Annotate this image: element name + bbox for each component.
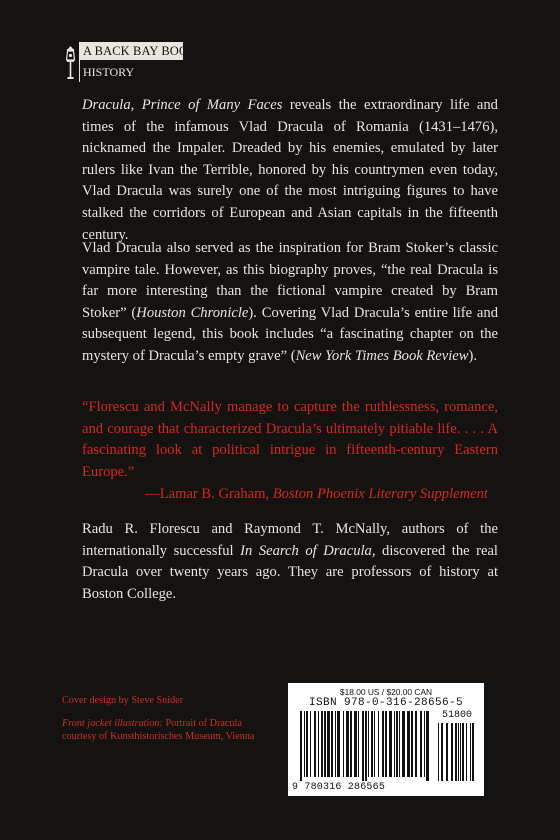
author-bio [82,519,498,605]
review-attribution [82,484,488,504]
review-source: Boston Phoenix Literary Supplement [272,486,488,502]
description-text: Vlad Dracula also served as the inspiration for Bram Stoker’s classic vampire tale. However, as this biography proves, “the real Dracula is far more interesting than the fictional vampire created by Bram Stoker” ( [82,240,498,321]
reviewer-name: —Lamar B. Graham, [145,486,273,502]
description-text: ). Covering Vlad Dracula’s entire life and subsequent legend, this book includes “a fascinating chapter on the mystery of Dracula’s empty grave” ( [82,304,498,364]
isbn-label: ISBN 978-0-316-28656-5 [308,697,464,709]
source-citation: Houston Chronicle [136,304,249,321]
author-bio-text: Radu R. Florescu and Raymond T. McNally, authors of the internationally successful [82,521,498,559]
cover-design-credit: Cover design by Steve Snider [62,695,184,706]
review-quote: “Florescu and McNally manage to capture the ruthlessness, romance, and courage that characterized Dracula’s ultimately pitiable life. . . . A fascinating look at political intrigue in fifteenth-century Eastern Europe.” [82,399,498,480]
description-paragraph-1 [82,95,498,246]
book-title: Dracula, Prince of Many Faces [82,97,283,113]
illustration-credit [62,718,254,743]
price-label: $18.00 US / $20.00 CAN [339,687,433,697]
description-text: ). [468,347,478,364]
illustration-text: Portrait of Dracula courtesy of Kunsthistorisches Museum, Vienna [62,717,255,742]
barcode-bars [298,711,478,783]
ean-number: 9 780316 286565 [292,782,386,793]
other-book-title: In Search of Dracula, [240,542,376,559]
illustration-label: Front jacket illustration: [62,717,163,729]
source-citation: New York Times Book Review [295,347,469,364]
barcode-panel [288,683,484,796]
credits [62,694,272,744]
lantern-icon [62,42,80,82]
description-paragraph-2 [82,238,498,368]
price-addon-number: 51800 [441,710,472,721]
author-bio-text: discovered the real Dracula over twenty years ago. They are professors of history at Boston College. [82,542,498,602]
category-label: HISTORY [83,65,135,79]
imprint-label: A BACK BAY BOOK [79,42,183,60]
description-text: reveals the extraordinary life and times of the infamous Vlad Dracula of Romania (1431–1476), nicknamed the Impaler. Dreaded by his enemies, emulated by later rulers like Ivan the Terrible, honored by his countrymen even today, Vlad Dracula was surely one of the most intriguing figures to have stalked the corridors of European and Asian capitals in the fifteenth century. [82,97,498,243]
